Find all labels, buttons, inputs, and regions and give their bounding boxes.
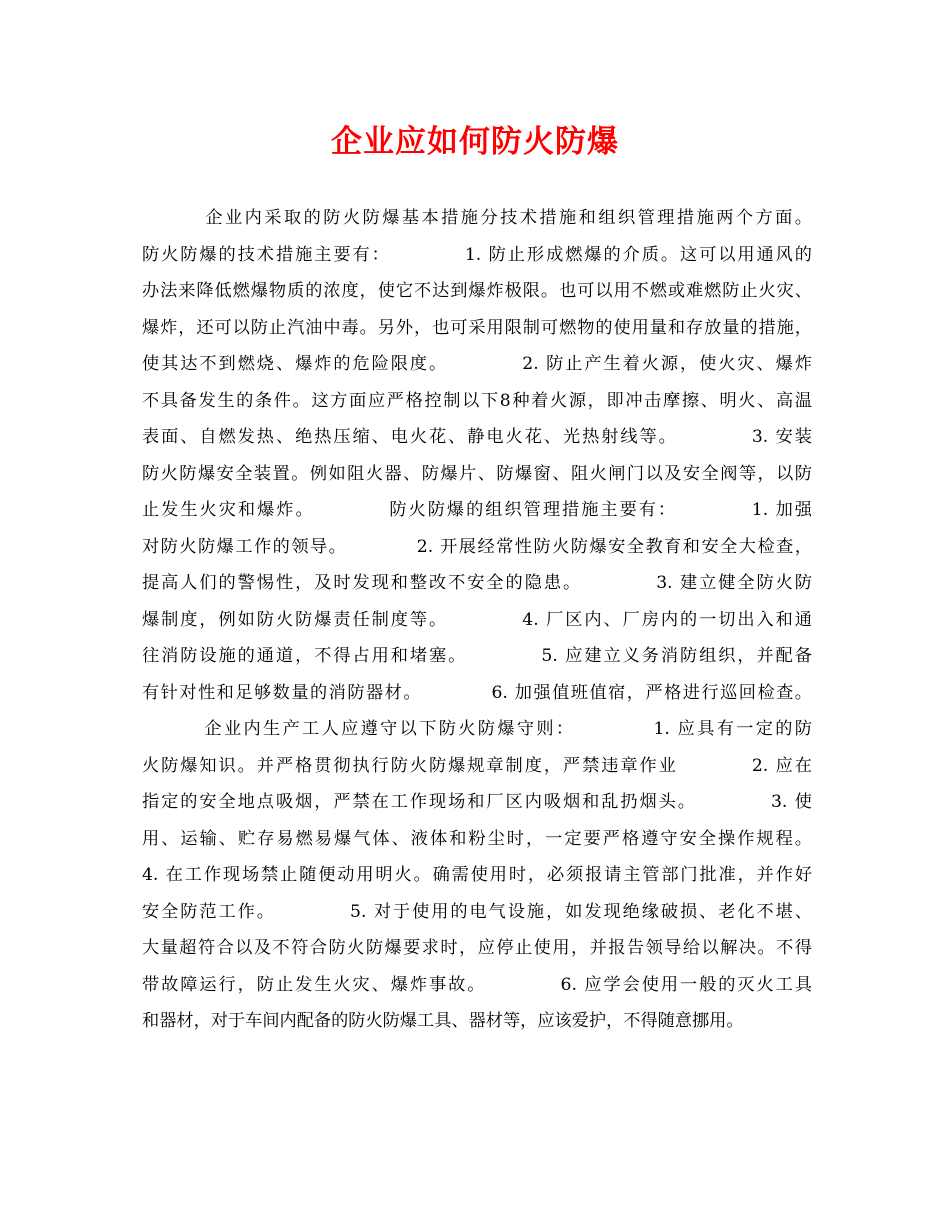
document-title: 企业应如何防火防爆 — [331, 124, 619, 160]
text-line: 防火防爆的技术措施主要有： 1. 防止形成燃爆的介质。这可以用通风的 — [142, 244, 812, 265]
text-line: 大量超符合以及不符合防火防爆要求时，应停止使用，并报告领导给以解决。不得 — [142, 938, 812, 958]
text-line: 指定的安全地点吸烟，严禁在工作现场和厂区内吸烟和乱扔烟头。 3. 使 — [142, 792, 812, 812]
document-body — [142, 200, 812, 1040]
text-line: 企业内生产工人应遵守以下防火防爆守则： 1. 应具有一定的防 — [142, 719, 812, 739]
text-line: 不具备发生的条件。这方面应严格控制以下8种着火源，即冲击摩擦、明火、高温 — [142, 390, 812, 411]
text-line: 防火防爆安全装置。例如阻火器、防爆片、防爆窗、阻火闸门以及安全阀等，以防 — [142, 463, 812, 484]
text-line: 止发生火灾和爆炸。 防火防爆的组织管理措施主要有： 1. 加强 — [142, 500, 812, 520]
text-line: 爆制度，例如防火防爆责任制度等。 4. 厂区内、厂房内的一切出入和通 — [142, 609, 812, 630]
text-line: 安全防范工作。 5. 对于使用的电气设施，如发现绝缘破损、老化不堪、 — [142, 901, 812, 922]
text-line: 有针对性和足够数量的消防器材。 6. 加强值班值宿，严格进行巡回检查。 — [142, 682, 812, 703]
text-line: 表面、自燃发热、绝热压缩、电火花、静电火花、光热射线等。 3. 安装 — [142, 427, 812, 447]
text-line: 和器材，对于车间内配备的防火防爆工具、器材等，应该爱护，不得随意挪用。 — [142, 1011, 744, 1031]
text-line: 4. 在工作现场禁止随便动用明火。确需使用时，必须报请主管部门批准，并作好 — [142, 865, 812, 885]
text-line: 带故障运行，防止发生火灾、爆炸事故。 6. 应学会使用一般的灭火工具 — [142, 974, 812, 995]
text-line: 对防火防爆工作的领导。 2. 开展经常性防火防爆安全教育和安全大检查， — [142, 536, 812, 557]
text-line: 办法来降低燃爆物质的浓度，使它不达到爆炸极限。也可以用不燃或难燃防止火灾、 — [142, 281, 812, 301]
text-line: 爆炸，还可以防止汽油中毒。另外，也可采用限制可燃物的使用量和存放量的措施， — [142, 317, 812, 338]
text-line: 企业内采取的防火防爆基本措施分技术措施和组织管理措施两个方面。 — [142, 208, 812, 228]
text-line: 使其达不到燃烧、爆炸的危险限度。 2. 防止产生着火源，使火灾、爆炸 — [142, 354, 812, 374]
text-line: 往消防设施的通道，不得占用和堵塞。 5. 应建立义务消防组织，并配备 — [142, 646, 812, 666]
text-line: 火防爆知识。并严格贯彻执行防火防爆规章制度，严禁违章作业 2. 应在 — [142, 755, 812, 776]
text-line: 用、运输、贮存易燃易爆气体、液体和粉尘时，一定要严格遵守安全操作规程。 — [142, 828, 812, 849]
text-line: 提高人们的警惕性，及时发现和整改不安全的隐患。 3. 建立健全防火防 — [142, 573, 812, 593]
